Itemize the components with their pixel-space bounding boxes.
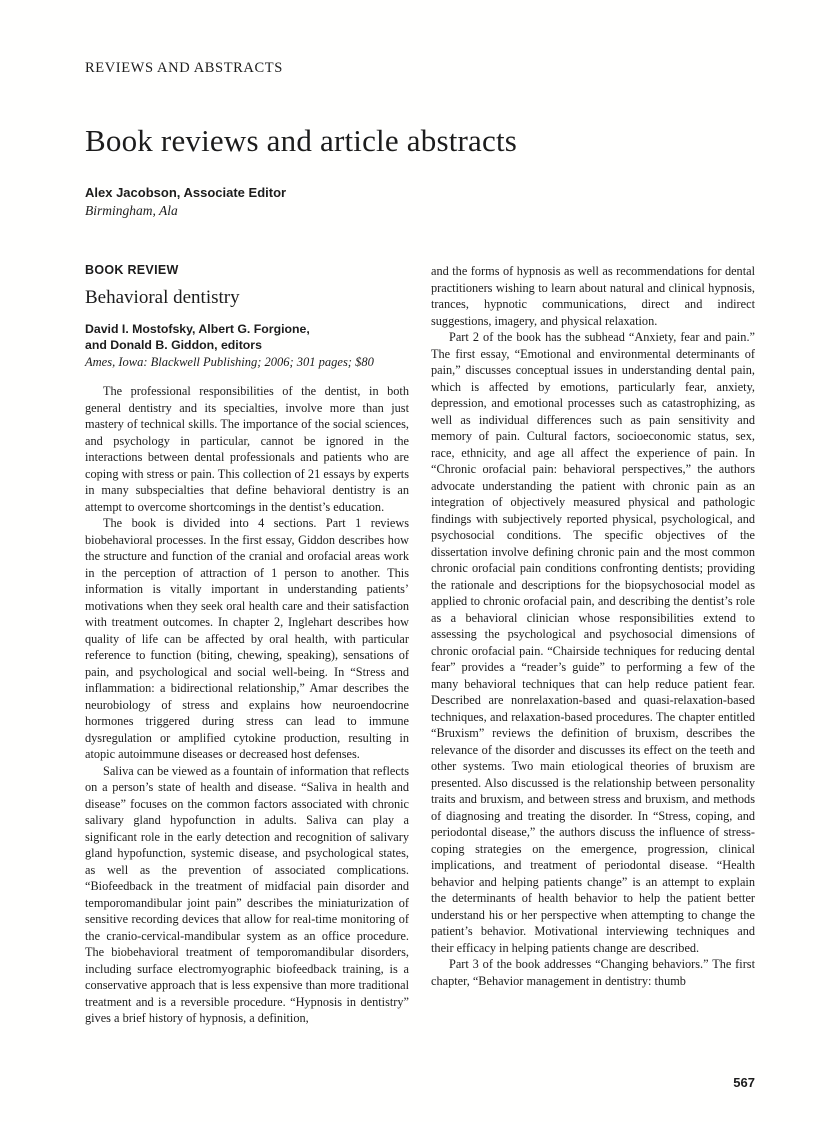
authors-line-1: David I. Mostofsky, Albert G. Forgione, — [85, 322, 310, 336]
editor-name: Alex Jacobson, Associate Editor — [85, 185, 287, 200]
section-label: BOOK REVIEW — [85, 263, 179, 277]
two-column-body — [85, 263, 755, 1027]
left-column — [85, 263, 409, 1027]
body-paragraph: The professional responsibilities of the dentist, in both general dentistry and its specialties, involve more than just mastery of technical skills. The importance of the social sciences, and psychology in particular, cannot be ignored in the interactions between dental professionals and patients who are coping with stress or pain. This collection of 21 essays by experts in many subspecialties that define behavioral dentistry is an attempt to overcome shortcomings in the dentist’s education. — [85, 384, 409, 514]
body-paragraph: Part 3 of the book addresses “Changing behaviors.” The first chapter, “Behavior management in dentistry: thumb — [431, 957, 755, 988]
page-title: Book reviews and article abstracts — [85, 123, 518, 158]
book-title: Behavioral dentistry — [85, 287, 240, 308]
body-paragraph: Part 2 of the book has the subhead “Anxiety, fear and pain.” The first essay, “Emotional and environmental determinants of pain,” discusses conceptual issues in understanding dental pain, which is affected by emotions, particularly fear, anxiety, depression, and emotional processes such as catastrophizing, as well as individual differences such as pain sensitivity and memory of pain. Cultural factors, socioeconomic status, sex, race, ethnicity, and age all affect the experience of pain. In “Chronic orofacial pain: behavioral perspectives,” the authors advocate understanding the patient with chronic pain as an integration of objectively measured physical and pathologic findings with subjectively reported physical, psychological, and psychosocial conditions. The specific objectives of the dissertation involve defining chronic pain and the most common chronic orofacial pain conditions confronting dentists; providing the rationale and descriptions for the biopsychosocial model as applied to chronic orofacial pain, and describing the dentist’s role as a behavioral clinician whose responsibilities extend to assessing the psychological and psychosocial dimensions of chronic orofacial pain. “Chairside techniques for reducing dental fear” provides a “reader’s guide” to performing a few of the many behavioral techniques that can help reduce patient fear. Described are nonrelaxation-based and quasi-relaxation-based techniques, and relaxation-based procedures. The chapter entitled “Bruxism” reviews the definition of bruxism, describes the relevance of the disorder and discusses its effect on the teeth and other systems. Two main etiological theories of bruxism are presented. Also discussed is the relationship between personality traits and bruxism, and between stress and bruxism, and methods of diagnosing and treating the disorder. In “Stress, coping, and periodontal disease,” the authors discuss the influence of stress-coping strategies on the emergence, progression, clinical implications, and treatment of periodontal disease. “Health behavior and helping patients change” is an attempt to explain the determinants of health behavior to help the patient better understand his or her perspective when attempting to change the patient’s behavior. Motivational interviewing techniques and their efficacy in helping patients change are described. — [431, 330, 755, 955]
publication-info: Ames, Iowa: Blackwell Publishing; 2006; 301 pages; $80 — [85, 354, 374, 369]
book-authors — [85, 322, 409, 354]
running-head: REVIEWS AND ABSTRACTS — [85, 60, 283, 76]
authors-line-2: and Donald B. Giddon, editors — [85, 337, 262, 352]
right-column — [431, 263, 755, 1027]
body-paragraph: and the forms of hypnosis as well as recommendations for dental practitioners wishing to learn about natural and clinical hypnosis, trances, hypnotic communications, direct and indirect suggestions, imagery, and physical relaxation. — [431, 264, 755, 328]
body-paragraph: Saliva can be viewed as a fountain of information that reflects on a person’s state of health and disease. “Saliva in health and disease” focuses on the common factors associated with chronic salivary gland hypofunction in adults. Saliva can play a significant role in the early detection and recognition of salivary gland hypofunction, systemic disease, and psychological states, as well as the prevention of associated complications. “Biofeedback in the treatment of midfacial pain disorder and temporomandibular joint pain” describes the miniaturization of sensitive recording devices that allow for real-time monitoring of the cranio-cervical-mandibular system as an office procedure. The biobehavioral treatment of temporomandibular disorders, including surface electromyographic biofeedback training, is a conservative approach that is less expensive than more traditional treatment and is a reversible procedure. “Hypnosis in dentistry” gives a brief history of hypnosis, a definition, — [85, 763, 409, 1026]
editor-location: Birmingham, Ala — [85, 203, 178, 218]
page-number: 567 — [733, 1075, 755, 1090]
body-paragraph: The book is divided into 4 sections. Part 1 reviews biobehavioral processes. In the first essay, Giddon describes how the structure and function of the cranial and orofacial areas work in the perception of attraction of 1 person to another. This information is vitally important in understanding patients’ motivations when they seek oral health care and their satisfaction with treatment outcomes. In chapter 2, Inglehart describes how quality of life can be affected by oral health, with particular reference to function (biting, chewing, speaking), sensations of pain, and psychological and social well-being. In “Stress and inflammation: a bidirectional relationship,” Amar describes the neurobiology of stress and explains how neuroendocrine hormones triggered during stress can lead to immune dysregulation or amplified cytokine production, resulting in atopic autoimmune diseases or decreased host defenses. — [85, 516, 409, 762]
